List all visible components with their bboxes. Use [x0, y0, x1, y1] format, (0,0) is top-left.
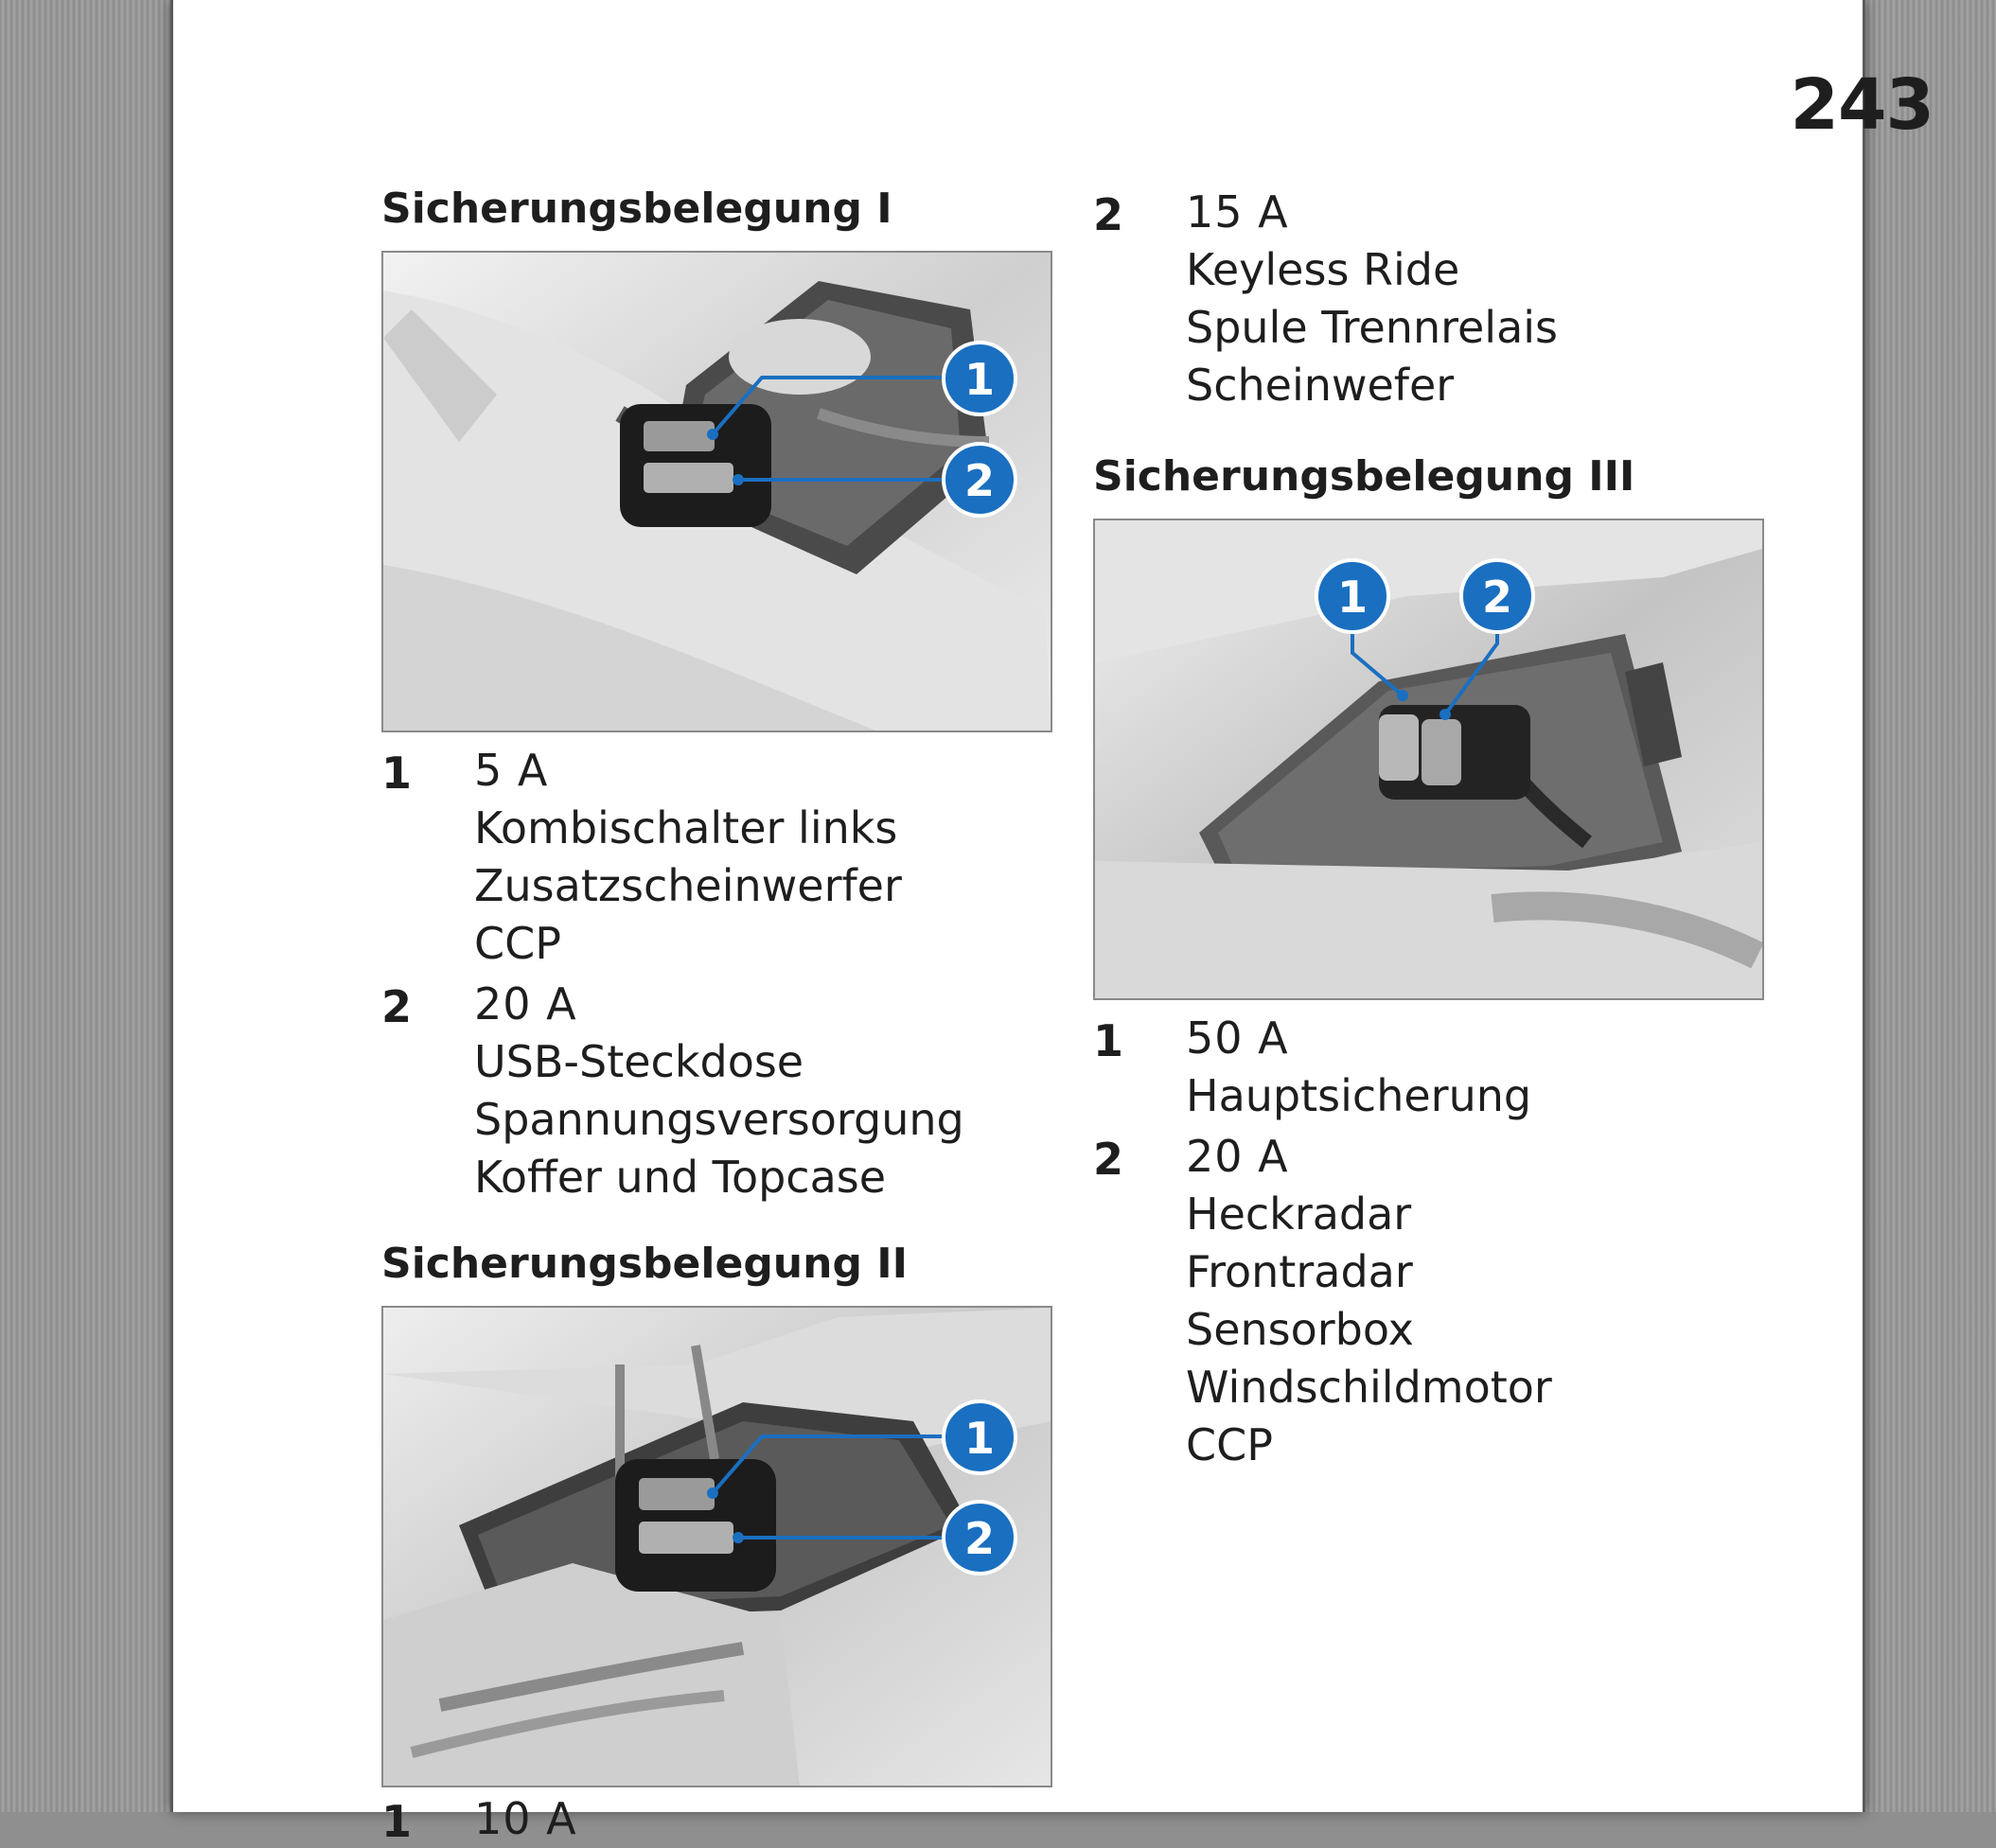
fuse-amperage: 50 A: [1186, 1012, 1289, 1064]
entry-number: 1: [381, 1796, 413, 1847]
fuse-consumer: Hauptsicherung: [1186, 1070, 1532, 1121]
fuse-consumer: Keyless Ride: [1186, 244, 1460, 295]
callout-2: 2: [963, 455, 996, 506]
entry-lines: [474, 978, 964, 1206]
manual-page: [170, 0, 1934, 1847]
fuse-figure-3: [1093, 519, 1764, 1000]
callout-1: 1: [963, 354, 996, 405]
entry-lines: [474, 1793, 577, 1848]
page-number: 243: [1790, 64, 1934, 146]
section-heading-3: Sicherungsbelegung III: [1093, 452, 1635, 501]
fuse-amperage: 20 A: [474, 978, 577, 1030]
entry-number: 1: [381, 748, 413, 799]
fuse-box-illustration-1-icon: [383, 253, 1051, 730]
fuse-consumer: Spannungsversorgung: [474, 1094, 964, 1145]
section-heading-1: Sicherungsbelegung I: [381, 185, 892, 233]
fuse-consumer: Heckradar: [1186, 1188, 1412, 1240]
entry-lines: [1186, 186, 1559, 414]
entry-lines: [1186, 1131, 1552, 1474]
fuse-consumer: CCP: [474, 918, 561, 969]
fuse-figure-1: [381, 251, 1052, 732]
fuse-box-illustration-2-icon: [383, 1308, 1051, 1786]
fuse-consumer: Scheinwefer: [1186, 360, 1455, 411]
entry-number: 2: [381, 981, 413, 1032]
fuse-consumer: Sensorbox: [1186, 1304, 1414, 1355]
entry-number: 2: [1093, 189, 1124, 240]
fuse-consumer: USB-Steckdose: [474, 1036, 804, 1087]
entry-number: 1: [1093, 1015, 1124, 1066]
fuse-consumer: Kombischalter links: [474, 802, 898, 854]
fuse-consumer: CCP: [1186, 1419, 1273, 1470]
callout-1: 1: [963, 1413, 996, 1464]
section-heading-2: Sicherungsbelegung II: [381, 1240, 909, 1288]
fuse-consumer: Windschildmotor: [1186, 1362, 1552, 1413]
fuse-consumer: Koffer und Topcase: [474, 1152, 887, 1203]
fuse-amperage: 20 A: [1186, 1131, 1289, 1182]
entry-lines: [474, 745, 902, 973]
fuse-amperage: 5 A: [474, 745, 549, 796]
fuse-box-illustration-3-icon: [1095, 520, 1762, 998]
fuse-amperage: 15 A: [1186, 186, 1289, 238]
callout-1: 1: [1336, 572, 1369, 623]
callout-2: 2: [963, 1513, 996, 1564]
fuse-consumer: Frontradar: [1186, 1246, 1413, 1297]
fuse-figure-2: [381, 1306, 1052, 1787]
fuse-amperage: 10 A: [474, 1793, 577, 1844]
fuse-consumer: Zusatzscheinwerfer: [474, 860, 902, 911]
fuse-consumer: Spule Trennrelais: [1186, 302, 1559, 353]
entry-lines: [1186, 1012, 1532, 1125]
entry-number: 2: [1093, 1134, 1124, 1185]
callout-2: 2: [1481, 572, 1513, 623]
